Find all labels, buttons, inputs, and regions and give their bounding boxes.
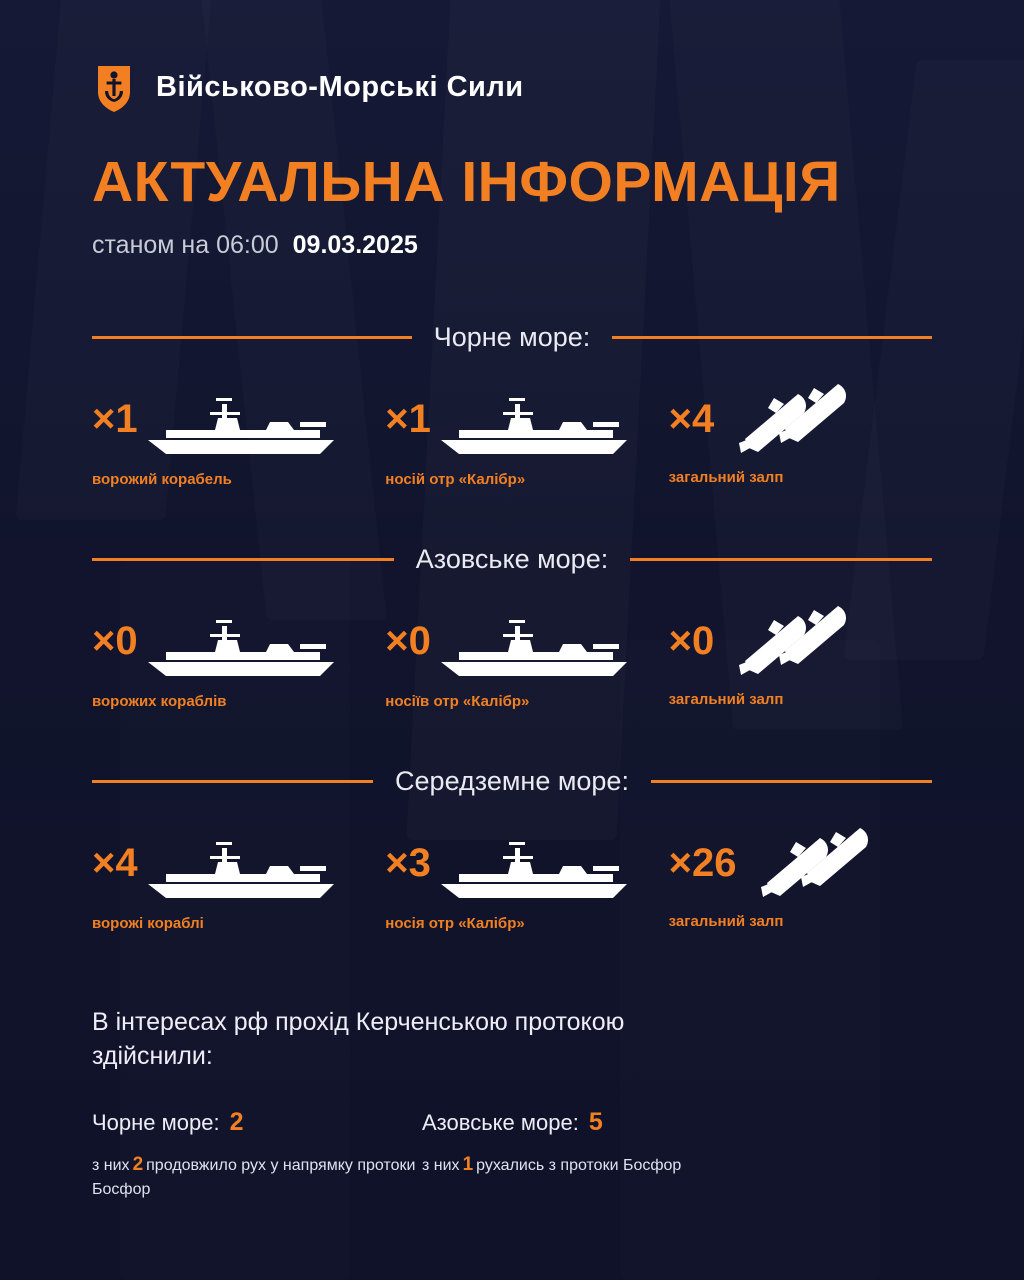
stat-enemy-ships	[92, 815, 375, 932]
stat-count: ×1	[385, 397, 431, 441]
kerch-column-black-sea	[92, 1108, 422, 1202]
stat-label: носія отр «Калібр»	[385, 915, 525, 932]
sea-heading	[92, 322, 932, 353]
kerch-sea-label: Чорне море:	[92, 1109, 220, 1135]
sea-section-black-sea	[92, 322, 932, 488]
stat-count: ×0	[668, 619, 715, 663]
stat-label: ворожих кораблів	[92, 693, 227, 710]
stat-kalibr-carriers	[385, 593, 668, 710]
stat-count: ×4	[668, 397, 715, 441]
brand-title: Військово-Морські Сили	[156, 70, 524, 103]
missiles-icon	[720, 378, 870, 463]
sea-section-mediterranean-sea	[92, 766, 932, 932]
navy-anchor-icon	[92, 62, 136, 112]
kerch-sub-prefix: з них	[422, 1156, 460, 1174]
divider-left	[92, 558, 394, 561]
stat-count: ×4	[92, 841, 138, 885]
kerch-count: 5	[588, 1107, 603, 1136]
sea-name: Чорне море:	[433, 322, 591, 352]
stat-total-salvo	[669, 815, 932, 930]
kerch-sub-count: 2	[132, 1153, 144, 1175]
stat-kalibr-carriers	[385, 815, 668, 932]
sea-heading	[92, 766, 932, 797]
missiles-icon	[742, 822, 892, 907]
warship-icon	[437, 610, 637, 685]
brand-header	[92, 0, 932, 112]
divider-right	[630, 558, 932, 561]
warship-icon	[437, 832, 637, 907]
stats-row	[92, 593, 932, 710]
stat-enemy-ships	[92, 593, 375, 710]
stat-count: ×3	[385, 841, 431, 885]
stat-count: ×1	[92, 397, 138, 441]
kerch-strait-section	[92, 1006, 932, 1201]
stats-row	[92, 371, 932, 488]
kerch-sub-text: рухались з протоки Босфор	[476, 1156, 682, 1174]
warship-icon	[144, 832, 344, 907]
warship-icon	[437, 388, 637, 463]
kerch-sub-text: продовжило рух у напрямку протоки Босфор	[92, 1156, 416, 1199]
divider-right	[651, 780, 932, 783]
stats-row	[92, 815, 932, 932]
stat-label: ворожий корабель	[92, 471, 232, 488]
report-date: 09.03.2025	[292, 231, 418, 259]
kerch-title: В інтересах рф прохід Керченською протокою здійснили:	[92, 1008, 625, 1070]
stat-label: ворожі кораблі	[92, 915, 204, 932]
kerch-sub-prefix: з них	[92, 1156, 130, 1174]
warship-icon	[144, 388, 344, 463]
missiles-icon	[720, 600, 870, 685]
as-of-label: станом на 06:00	[92, 231, 279, 259]
sea-heading	[92, 544, 932, 575]
warship-icon	[144, 610, 344, 685]
sea-section-azov-sea	[92, 544, 932, 710]
stat-label: носіїв отр «Калібр»	[385, 693, 530, 710]
kerch-count: 2	[229, 1107, 244, 1136]
stat-count: ×0	[385, 619, 431, 663]
stat-total-salvo	[669, 593, 932, 708]
stat-label: загальний залп	[668, 469, 784, 486]
stat-kalibr-carriers	[385, 371, 668, 488]
stat-label: загальний залп	[668, 913, 784, 930]
page-title: АКТУАЛЬНА ІНФОРМАЦІЯ	[92, 150, 841, 214]
stat-enemy-ships	[92, 371, 375, 488]
divider-left	[92, 336, 412, 339]
kerch-sub-count: 1	[462, 1153, 474, 1175]
divider-right	[612, 336, 932, 339]
kerch-column-azov-sea	[422, 1108, 892, 1202]
stat-total-salvo	[669, 371, 932, 486]
stat-label: загальний залп	[668, 691, 784, 708]
stat-count: ×0	[92, 619, 138, 663]
kerch-sea-label: Азовське море:	[422, 1109, 579, 1135]
divider-left	[92, 780, 373, 783]
sea-name: Середземне море:	[395, 766, 629, 796]
timestamp-line	[92, 231, 932, 260]
sea-name: Азовське море:	[415, 544, 609, 574]
stat-label: носій отр «Калібр»	[385, 471, 526, 488]
stat-count: ×26	[668, 841, 737, 885]
